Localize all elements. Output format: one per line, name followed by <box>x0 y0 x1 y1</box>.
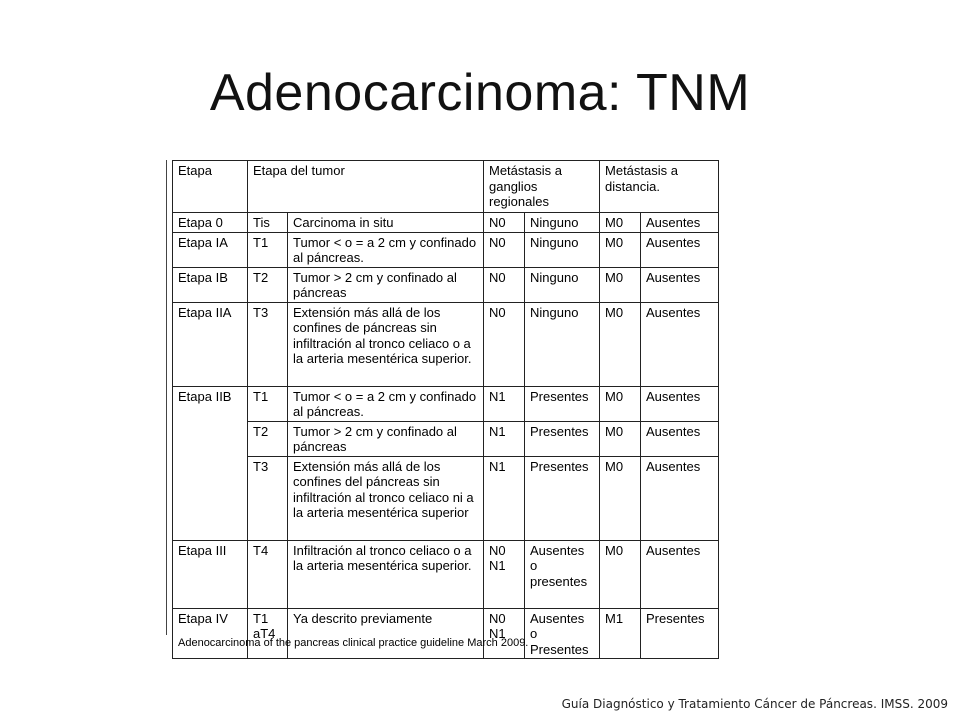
etapa-cell: Etapa IA <box>173 232 248 267</box>
n-description-cell: Presentes <box>525 421 600 456</box>
tumor-description-cell: Extensión más allá de los confines del páncreas sin infiltración al tronco celiaco ni a la arteria mesentérica superior <box>288 456 484 540</box>
t-cell: T1 <box>248 386 288 421</box>
n-description-cell: Presentes <box>525 456 600 540</box>
n-cell: N0 N1 <box>484 540 525 608</box>
n-description-cell: Ausentes o Presentes <box>525 608 600 659</box>
n-cell: N0 <box>484 267 525 302</box>
table-row <box>173 456 719 540</box>
tnm-table <box>172 160 719 659</box>
m-cell: M0 <box>600 213 641 233</box>
m-cell: M0 <box>600 456 641 540</box>
m-description-cell: Ausentes <box>641 267 719 302</box>
etapa-cell: Etapa IIA <box>173 302 248 386</box>
etapa-cell: Etapa IB <box>173 267 248 302</box>
m-cell: M1 <box>600 608 641 659</box>
n-cell: N1 <box>484 456 525 540</box>
m-description-cell: Ausentes <box>641 302 719 386</box>
table-row <box>173 302 719 386</box>
n-cell: N0 <box>484 213 525 233</box>
header-etapa-tumor: Etapa del tumor <box>248 161 484 213</box>
t-cell: T1 aT4 <box>248 608 288 659</box>
t-cell: T2 <box>248 421 288 456</box>
t-cell: T3 <box>248 302 288 386</box>
n-description-cell: Presentes <box>525 386 600 421</box>
table-row <box>173 267 719 302</box>
citation: Guía Diagnóstico y Tratamiento Cáncer de Páncreas. IMSS. 2009 <box>561 697 948 711</box>
m-cell: M0 <box>600 232 641 267</box>
header-metastasis-ganglios: Metástasis a ganglios regionales <box>484 161 600 213</box>
tumor-description-cell: Tumor > 2 cm y confinado al páncreas <box>288 421 484 456</box>
tumor-description-cell: Infiltración al tronco celiaco o a la arteria mesentérica superior. <box>288 540 484 608</box>
n-description-cell: Ninguno <box>525 213 600 233</box>
t-cell: T1 <box>248 232 288 267</box>
header-etapa: Etapa <box>173 161 248 213</box>
m-description-cell: Ausentes <box>641 213 719 233</box>
tumor-description-cell: Tumor < o = a 2 cm y confinado al páncreas. <box>288 386 484 421</box>
m-cell: M0 <box>600 540 641 608</box>
table-row <box>173 608 719 659</box>
table-row <box>173 213 719 233</box>
n-description-cell: Ninguno <box>525 302 600 386</box>
m-description-cell: Ausentes <box>641 421 719 456</box>
source-note: Adenocarcinoma of the pancreas clinical practice guideline March 2009. <box>178 637 529 649</box>
m-description-cell: Presentes <box>641 608 719 659</box>
tumor-description-cell: Ya descrito previamente <box>288 608 484 659</box>
m-description-cell: Ausentes <box>641 232 719 267</box>
m-cell: M0 <box>600 386 641 421</box>
m-description-cell: Ausentes <box>641 456 719 540</box>
slide-title: Adenocarcinoma: TNM <box>209 64 751 122</box>
etapa-cell: Etapa III <box>173 540 248 608</box>
n-description-cell: Ausentes o presentes <box>525 540 600 608</box>
table-row <box>173 386 719 421</box>
etapa-cell: Etapa 0 <box>173 213 248 233</box>
t-cell: T4 <box>248 540 288 608</box>
n-description-cell: Ninguno <box>525 232 600 267</box>
header-metastasis-distancia: Metástasis a distancia. <box>600 161 719 213</box>
m-cell: M0 <box>600 302 641 386</box>
n-cell: N0 <box>484 302 525 386</box>
scan-edge-left <box>166 160 167 635</box>
n-cell: N0 N1 <box>484 608 525 659</box>
m-description-cell: Ausentes <box>641 540 719 608</box>
m-cell: M0 <box>600 267 641 302</box>
n-description-cell: Ninguno <box>525 267 600 302</box>
m-cell: M0 <box>600 421 641 456</box>
table-header-row <box>173 161 719 213</box>
table-row <box>173 421 719 456</box>
tumor-description-cell: Carcinoma in situ <box>288 213 484 233</box>
t-cell: T3 <box>248 456 288 540</box>
tumor-description-cell: Extensión más allá de los confines de páncreas sin infiltración al tronco celiaco o a la arteria mesentérica superior. <box>288 302 484 386</box>
etapa-cell: Etapa IIB <box>173 386 248 540</box>
tumor-description-cell: Tumor > 2 cm y confinado al páncreas <box>288 267 484 302</box>
table-row <box>173 232 719 267</box>
etapa-cell: Etapa IV <box>173 608 248 659</box>
t-cell: T2 <box>248 267 288 302</box>
tumor-description-cell: Tumor < o = a 2 cm y confinado al páncreas. <box>288 232 484 267</box>
n-cell: N0 <box>484 232 525 267</box>
m-description-cell: Ausentes <box>641 386 719 421</box>
t-cell: Tis <box>248 213 288 233</box>
n-cell: N1 <box>484 386 525 421</box>
n-cell: N1 <box>484 421 525 456</box>
table-row <box>173 540 719 608</box>
